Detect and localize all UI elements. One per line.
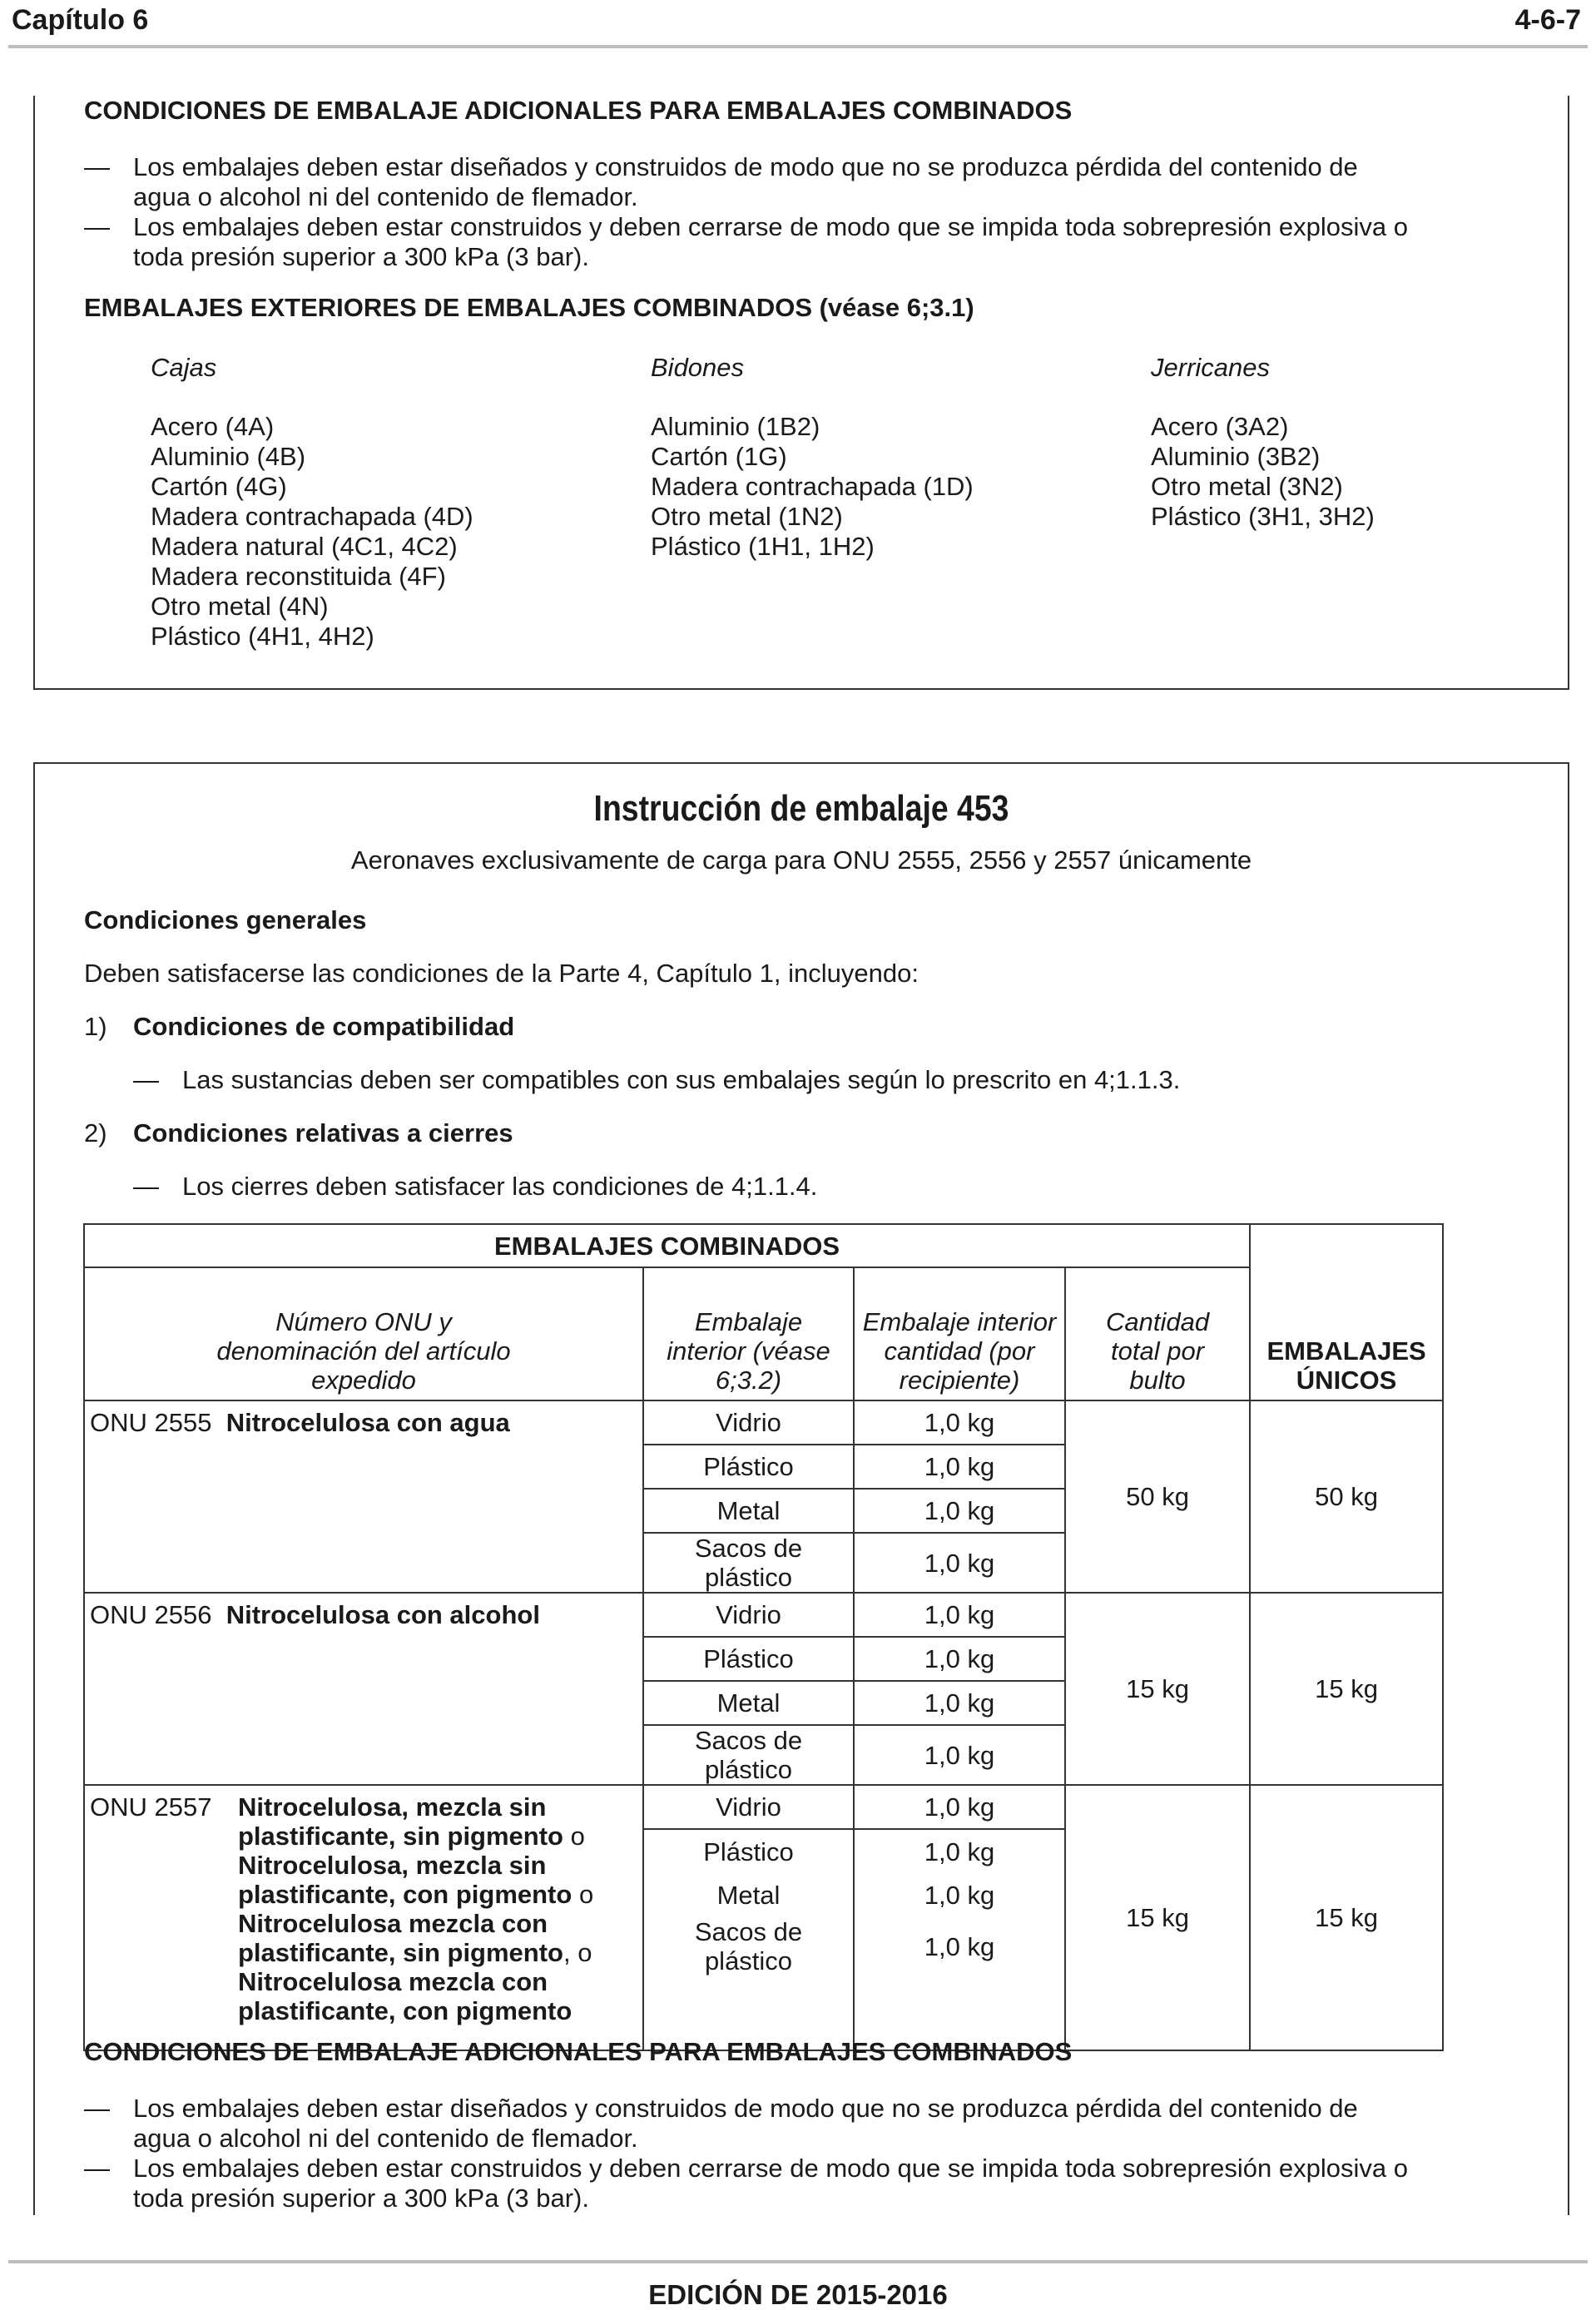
dash-bullet: — (133, 1172, 159, 1201)
inner-quantity: 1,0 kg (854, 1873, 1065, 1917)
shipping-name: Nitrocelulosa, mezcla sin plastificante, sin pigmento o Nitrocelulosa, mezcla sin plastificante, con pigmento o Nitrocelulosa mezcla con plastificante, sin pigmento, o Nitrocelulosa mezcla con plastificante, con pigmento (238, 1792, 594, 2025)
bullet-text: Los embalajes deben estar construidos y deben cerrarse de modo que se impida toda sobrepresión explosiva o (133, 2154, 1408, 2183)
boxes-list (151, 412, 473, 652)
single-quantity: 15 kg (1250, 1785, 1443, 2050)
list-item: Acero (3A2) (1151, 412, 1289, 441)
table-row (84, 1400, 1443, 1445)
inner-packaging: Metal (643, 1681, 854, 1725)
page-footer (8, 2260, 1588, 2310)
un-2557-cell (84, 1785, 643, 2050)
shipping-name: Nitrocelulosa con alcohol (226, 1600, 540, 1629)
edition-label: EDICIÓN DE 2015-2016 (648, 2279, 948, 2310)
total-quantity-header: Cantidad total por bulto (1065, 1267, 1250, 1400)
compatibility-text: Las sustancias deben ser compatibles con sus embalajes según lo prescrito en 4;1.1.3. (182, 1065, 1181, 1094)
total-quantity: 15 kg (1065, 1593, 1250, 1785)
item-number: 2) (84, 1118, 107, 1148)
column-title-drums: Bidones (651, 353, 745, 382)
list-item: Cartón (1G) (651, 442, 787, 471)
section-heading: CONDICIONES DE EMBALAJE ADICIONALES PARA EMBALAJES COMBINADOS (84, 96, 1073, 125)
total-quantity: 50 kg (1065, 1400, 1250, 1593)
inner-quantity: 1,0 kg (854, 1593, 1065, 1637)
inner-packaging: Vidrio (643, 1400, 854, 1445)
un-2556-cell (84, 1593, 643, 1785)
section-heading: CONDICIONES DE EMBALAJE ADICIONALES PARA EMBALAJES COMBINADOS (84, 2037, 1073, 2066)
inner-packaging-header: Embalaje interior (véase 6;3.2) (643, 1267, 854, 1400)
closures-text: Los cierres deben satisfacer las condiciones de 4;1.1.4. (182, 1172, 818, 1201)
packing-instruction-453-box (33, 762, 1569, 2215)
general-conditions-text: Deben satisfacerse las condiciones de la Parte 4, Capítulo 1, incluyendo: (84, 959, 919, 988)
general-conditions-heading: Condiciones generales (84, 905, 367, 934)
page-number: 4-6-7 (1514, 4, 1581, 36)
single-quantity: 15 kg (1250, 1593, 1443, 1785)
shipping-name: Nitrocelulosa con agua (226, 1408, 510, 1437)
inner-packaging: Sacos de plástico (643, 1917, 854, 1975)
inner-packaging: Vidrio (643, 1593, 854, 1637)
list-item: Acero (4A) (151, 412, 275, 441)
dash-bullet: — (133, 1065, 159, 1094)
closures-heading: Condiciones relativas a cierres (133, 1118, 513, 1148)
inner-packaging: Sacos de plástico (643, 1533, 854, 1593)
bullet-text: agua o alcohol ni del contenido de flemador. (133, 2124, 638, 2153)
packaging-table (83, 1223, 1444, 2051)
inner-quantity: 1,0 kg (854, 1400, 1065, 1445)
list-item: Plástico (4H1, 4H2) (151, 622, 374, 651)
inner-packaging: Vidrio (643, 1785, 854, 1829)
dash-bullet: — (84, 2154, 110, 2183)
inner-quantity: 1,0 kg (854, 1917, 1065, 1975)
list-item: Plástico (3H1, 3H2) (1151, 502, 1375, 531)
inner-quantity: 1,0 kg (854, 1681, 1065, 1725)
un-number: ONU 2556 (90, 1600, 212, 1629)
dash-bullet: — (84, 152, 110, 181)
single-packagings-header: EMBALAJES ÚNICOS (1250, 1224, 1443, 1400)
list-item: Aluminio (1B2) (651, 412, 820, 441)
inner-quantity: 1,0 kg (854, 1489, 1065, 1533)
jerricans-list (1151, 412, 1375, 532)
item-number: 1) (84, 1012, 107, 1041)
inner-packaging: Plástico (643, 1637, 854, 1681)
instruction-subtitle: Aeronaves exclusivamente de carga para ONU 2555, 2556 y 2557 únicamente (350, 845, 1252, 875)
bullet-text: Los embalajes deben estar diseñados y construidos de modo que no se produzca pérdida del contenido de (133, 2094, 1358, 2123)
combined-packagings-header: EMBALAJES COMBINADOS (84, 1224, 1250, 1267)
list-item: Madera contrachapada (1D) (651, 472, 974, 501)
inner-quantity: 1,0 kg (854, 1637, 1065, 1681)
list-item: Cartón (4G) (151, 472, 287, 501)
bullet-text: Los embalajes deben estar construidos y deben cerrarse de modo que se impida toda sobrepresión explosiva o (133, 212, 1408, 241)
total-quantity: 15 kg (1065, 1785, 1250, 2050)
compatibility-heading: Condiciones de compatibilidad (133, 1012, 515, 1041)
un-number: ONU 2555 (90, 1408, 212, 1437)
column-title-boxes: Cajas (151, 353, 217, 382)
list-item: Madera contrachapada (4D) (151, 502, 473, 531)
bullet-text: agua o alcohol ni del contenido de flemador. (133, 182, 638, 211)
inner-quantity: 1,0 kg (854, 1725, 1065, 1785)
inner-packaging: Metal (643, 1489, 854, 1533)
list-item: Plástico (1H1, 1H2) (651, 532, 875, 561)
chapter-label: Capítulo 6 (12, 4, 149, 36)
list-item: Otro metal (4N) (151, 592, 329, 621)
column-title-jerricans: Jerricanes (1151, 353, 1270, 382)
inner-quantity: 1,0 kg (854, 1785, 1065, 1829)
dash-bullet: — (84, 212, 110, 241)
inner-packaging: Sacos de plástico (643, 1725, 854, 1785)
instruction-title: Instrucción de embalaje 453 (593, 788, 1009, 829)
list-item: Madera natural (4C1, 4C2) (151, 532, 458, 561)
page-header (8, 0, 1588, 48)
list-item: Aluminio (4B) (151, 442, 306, 471)
un-number: ONU 2557 (90, 1792, 212, 1822)
outer-packagings-heading: EMBALAJES EXTERIORES DE EMBALAJES COMBINADOS (véase 6;3.1) (84, 293, 974, 322)
list-item: Madera reconstituida (4F) (151, 562, 446, 591)
un-number-header: Número ONU y denominación del artículo expedido (84, 1267, 643, 1400)
dash-bullet: — (84, 2094, 110, 2123)
inner-quantity: 1,0 kg (854, 1533, 1065, 1593)
bullet-text: toda presión superior a 300 kPa (3 bar). (133, 242, 589, 271)
list-item: Otro metal (3N2) (1151, 472, 1343, 501)
un-2555-cell (84, 1400, 643, 1593)
inner-quantity: 1,0 kg (854, 1445, 1065, 1489)
inner-packaging: Plástico (643, 1445, 854, 1489)
previous-instruction-box (33, 96, 1569, 690)
single-quantity: 50 kg (1250, 1400, 1443, 1593)
bullet-text: Los embalajes deben estar diseñados y construidos de modo que no se produzca pérdida del contenido de (133, 152, 1358, 181)
drums-list (651, 412, 974, 562)
bullet-text: toda presión superior a 300 kPa (3 bar). (133, 2184, 589, 2213)
table-row (84, 1785, 1443, 1829)
inner-quantity: 1,0 kg (854, 1829, 1065, 1873)
list-item: Otro metal (1N2) (651, 502, 843, 531)
list-item: Aluminio (3B2) (1151, 442, 1321, 471)
inner-quantity-header: Embalaje interior cantidad (por recipiente) (854, 1267, 1065, 1400)
inner-packaging: Metal (643, 1873, 854, 1917)
table-row (84, 1593, 1443, 1637)
inner-packaging: Plástico (643, 1829, 854, 1873)
